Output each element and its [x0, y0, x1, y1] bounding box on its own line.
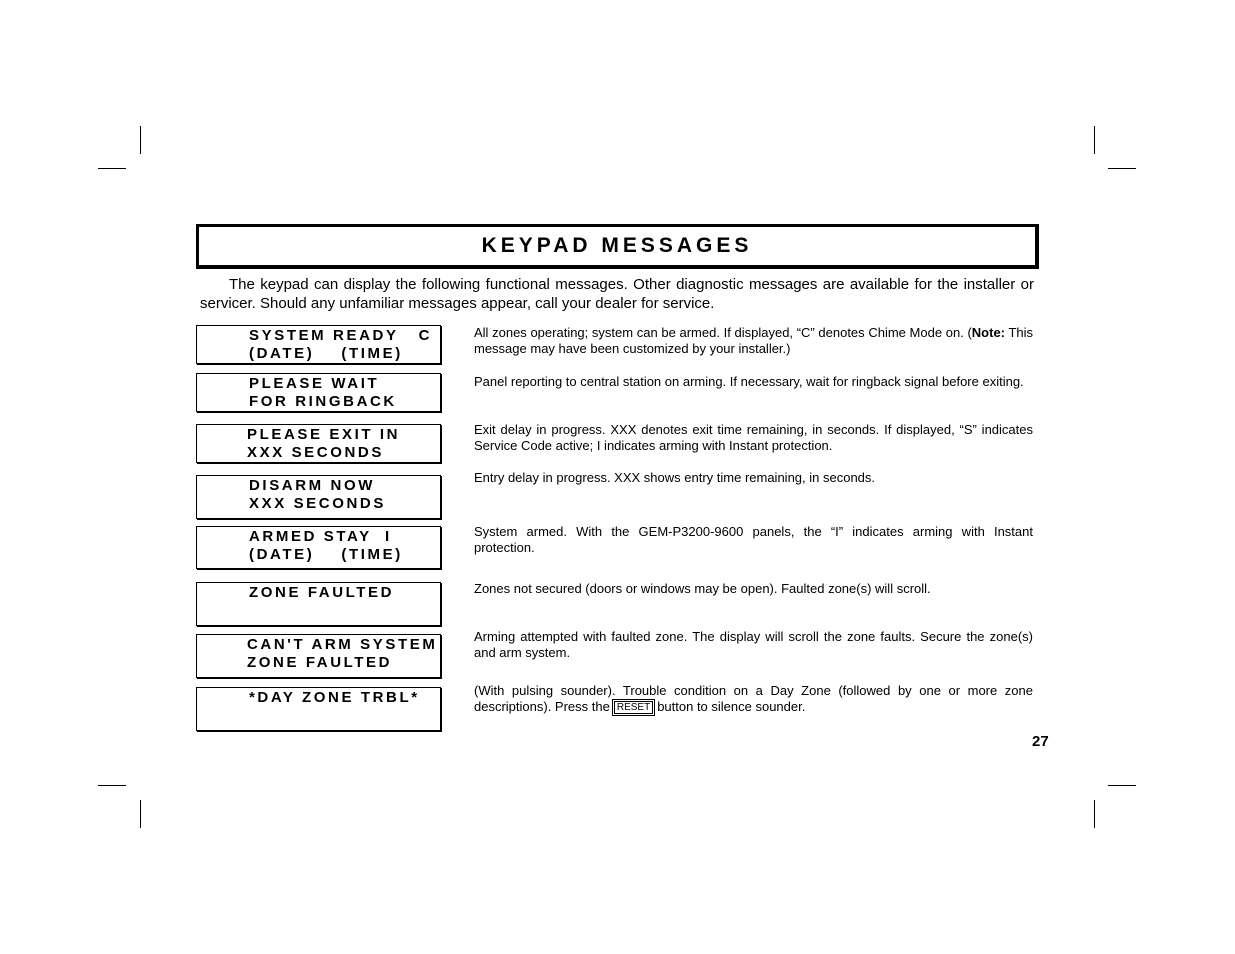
message-description	[474, 683, 1033, 716]
message-description: Entry delay in progress. XXX shows entry time remaining, in seconds.	[474, 470, 876, 485]
description-text: (With pulsing sounder). Trouble condition on a Day Zone (followed by one or more zone descriptions). Press the	[474, 683, 1033, 715]
description-text: button to silence sounder.	[657, 699, 806, 715]
description-text: This message may have been customized by your installer.)	[474, 325, 1033, 357]
display-line-2: XXX SECONDS	[249, 495, 386, 512]
keypad-display-please-wait	[196, 373, 441, 412]
keypad-display-please-exit	[196, 424, 441, 463]
crop-mark	[140, 800, 141, 828]
display-line-1: SYSTEM READY C	[249, 327, 433, 344]
display-line-2: XXX SECONDS	[247, 444, 384, 461]
crop-mark	[1094, 800, 1095, 828]
display-line-1: CAN'T ARM SYSTEM	[247, 636, 438, 653]
keypad-display-armed-stay	[196, 526, 441, 569]
crop-mark	[98, 168, 126, 169]
keypad-display-system-ready	[196, 325, 441, 364]
display-line-2: (DATE) (TIME)	[249, 345, 403, 362]
display-line-2: FOR RINGBACK	[249, 393, 397, 410]
intro-paragraph: The keypad can display the following functional messages. Other diagnostic messages are available for the installer or servicer. Should any unfamiliar messages appear, call your dealer for service.	[200, 276, 1034, 312]
display-line-2	[249, 707, 440, 725]
display-line-2: ZONE FAULTED	[247, 654, 393, 671]
display-line-1: ZONE FAULTED	[249, 584, 395, 601]
display-line-2: (DATE) (TIME)	[249, 546, 403, 563]
keypad-display-zone-faulted	[196, 582, 441, 626]
display-line-1: *DAY ZONE TRBL*	[249, 689, 420, 706]
display-line-1: DISARM NOW	[249, 477, 375, 494]
crop-mark	[98, 785, 126, 786]
page-number: 27	[1032, 733, 1049, 750]
message-description: Zones not secured (doors or windows may be open). Faulted zone(s) will scroll.	[474, 581, 931, 596]
display-line-1: PLEASE EXIT IN	[247, 426, 401, 443]
message-description: System armed. With the GEM-P3200-9600 panels, the “I” indicates arming with Instant protection.	[474, 524, 1033, 556]
display-line-1: PLEASE WAIT	[249, 375, 380, 392]
crop-mark	[1108, 168, 1136, 169]
page-title: KEYPAD MESSAGES	[481, 234, 753, 257]
message-description: Arming attempted with faulted zone. The display will scroll the zone faults. Secure the zone(s) and arm system.	[474, 629, 1033, 661]
keypad-display-disarm-now	[196, 475, 441, 519]
keypad-display-day-zone-trouble	[196, 687, 441, 731]
crop-mark	[1108, 785, 1136, 786]
crop-mark	[140, 126, 141, 154]
crop-mark	[1094, 126, 1095, 154]
message-description	[474, 325, 1033, 358]
message-description: Panel reporting to central station on arming. If necessary, wait for ringback signal before exiting.	[474, 374, 1024, 389]
display-line-1: ARMED STAY I	[249, 528, 392, 545]
description-text: All zones operating; system can be armed. If displayed, “C” denotes Chime Mode on. (	[474, 325, 972, 340]
page-title-box	[196, 224, 1039, 269]
keypad-display-cant-arm	[196, 634, 441, 678]
reset-key-icon: RESET	[614, 701, 653, 714]
message-description: Exit delay in progress. XXX denotes exit time remaining, in seconds. If displayed, “S” indicates Service Code active; I indicates arming with Instant protection.	[474, 422, 1033, 454]
display-line-2	[249, 602, 440, 620]
note-label: Note:	[971, 325, 1006, 340]
